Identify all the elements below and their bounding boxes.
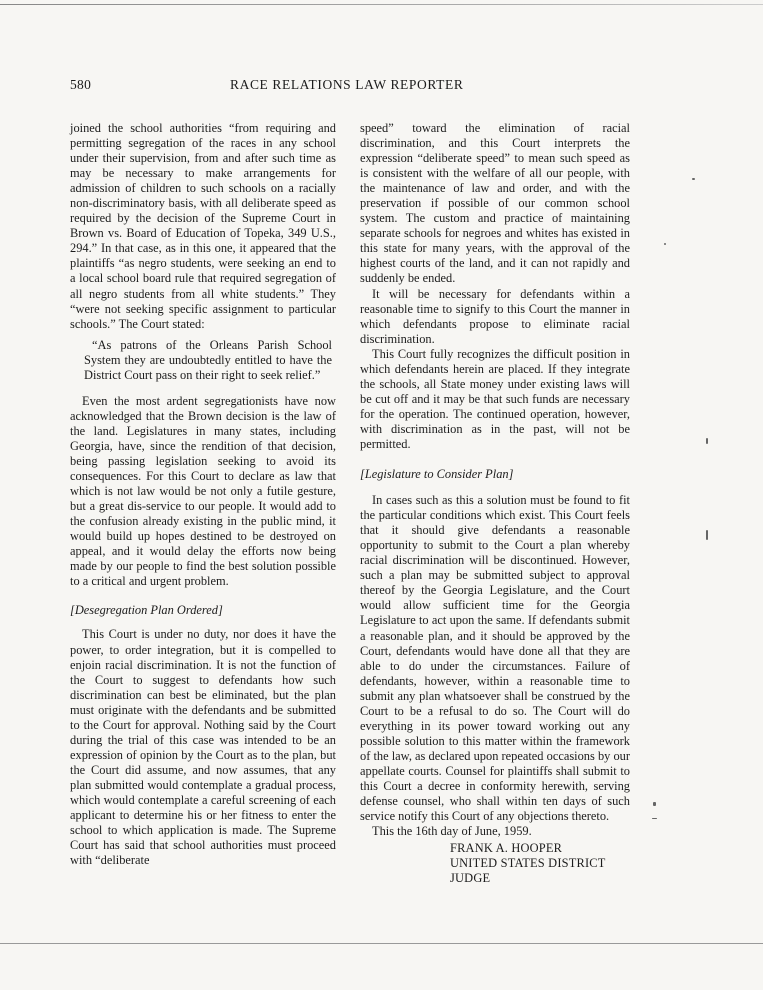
scan-speck xyxy=(706,530,708,540)
scan-speck xyxy=(652,818,657,819)
signature-block xyxy=(450,841,630,886)
bottom-border-rule xyxy=(0,943,763,944)
scan-speck xyxy=(706,438,708,444)
scan-speck xyxy=(653,802,656,806)
journal-title: RACE RELATIONS LAW REPORTER xyxy=(230,77,464,92)
left-column xyxy=(70,121,336,868)
judge-title-line1: UNITED STATES DISTRICT xyxy=(450,856,606,871)
paragraph-continuation: joined the school authorities “from requiring and permitting segregation of the races in any school under their supervision, from and after such time as may be necessary to make arrangements for admission of children to such schools on a racially non-discriminatory basis, with all deliberate speed as required by the decision of the Supreme Court in Brown vs. Board of Education of Topeka, 349 U.S., 294.” In that case, as in this one, it appeared that the plaintiffs “as negro students, were seeking an end to a local school board rule that required segregation of all negro students from all white students.” They “were not seeking specific assignment to particular schools.” The Court stated: xyxy=(70,121,336,331)
running-header xyxy=(70,77,642,93)
paragraph-court-duty: This Court is under no duty, nor does it have the power, to order integration, but it is compelled to enjoin racial discrimination. It is not the function of the Court to suggest to defendants how such discrimination can best be eliminated, but the plan must originate with the defendants and be submitted to the Court for approval. Nothing said by the Court during the trial of this case was intended to be an expression of opinion by the Court as to the plan, but the Court did assume, and now assumes, that any plan submitted would contemplate a gradual process, which would contemplate a careful screening of each applicant to determine his or her fitness to enter the school to which application is made. The Supreme Court has said that school authorities must proceed with “deliberate xyxy=(70,627,336,868)
paragraph-signify-manner: It will be necessary for defendants within a reasonable time to signify to this Court the manner in which defendants propose to eliminate racial discrimination. xyxy=(360,286,630,346)
section-heading-legislature-plan: [Legislature to Consider Plan] xyxy=(360,467,514,482)
page-number: 580 xyxy=(70,77,92,92)
date-line: This the 16th day of June, 1959. xyxy=(372,824,532,839)
judge-title-line2: JUDGE xyxy=(450,871,491,886)
block-quote xyxy=(84,338,332,383)
paragraph-deliberate-speed: speed” toward the elimination of racial discrimination, and this Court interprets the expression “deliberate speed” to mean such speed as is consistent with the welfare of all our people, with the maintenance of law and order, and with the preservation if possible of our common school system. The custom and practice of maintaining separate schools for negroes and whites has existed in this state for many years, with the approval of the highest courts of the land, and it can not rapidly and suddenly be ended. xyxy=(360,121,630,286)
scan-speck xyxy=(664,243,666,245)
section-heading-desegregation-plan: [Desegregation Plan Ordered] xyxy=(70,603,223,618)
paragraph-solution: In cases such as this a solution must be found to fit the particular conditions which exist. This Court feels that it should give defendants a reasonable opportunity to submit to the Court a plan whereby racial discrimination will be discontinued. However, such a plan may be submitted subject to approval thereof by the Georgia Legislature, and the Court would allow sufficient time for the Georgia Legislature to act upon the same. If defendants submit a reasonable plan, and it should be approved by the Court, defendants would have done all that they are able to do under the circumstances. Failure of defendants, however, within a reasonable time to submit any plan whatsoever shall be construed by the Court to be a refusal to do so. The Court will do everything in its power toward working out any possible solution to this matter within the framework of the law, as declared upon repeated occasions by our appellate courts. Counsel for plaintiffs shall submit to this Court a decree in conformity herewith, serving defense counsel, who shall within ten days of such service notify this Court of any objections thereto. xyxy=(360,493,630,824)
right-column xyxy=(360,121,630,886)
paragraph-brown-decision: Even the most ardent segregationists have now acknowledged that the Brown decision is the law of the land. Legislatures in many states, including Georgia, have, since the rendition of that decision, being passing legislation seeking to avoid its consequences. For this Court to declare as law that which is not law would be not only a futile gesture, but a great dis-service to our people. It would add to the confusion already existing in the public mind, it would build up hopes destined to be destroyed on appeal, and it would delay the efforts now being made by our people to find the best solution possible to a critical and urgent problem. xyxy=(70,393,336,589)
quote-text: “As patrons of the Orleans Parish School System they are undoubtedly entitled to have the District Court pass on their right to seek relief.” xyxy=(84,337,332,382)
scan-speck xyxy=(692,178,695,180)
top-border-rule xyxy=(0,4,763,5)
judge-name: FRANK A. HOOPER xyxy=(450,841,563,856)
paragraph-difficult-position: This Court fully recognizes the difficult position in which defendants herein are placed. If they integrate the schools, all State money under existing laws will be cut off and it may be that such funds are necessary for the operation. The continued operation, however, with discrimination as in the past, will not be permitted. xyxy=(360,346,630,451)
